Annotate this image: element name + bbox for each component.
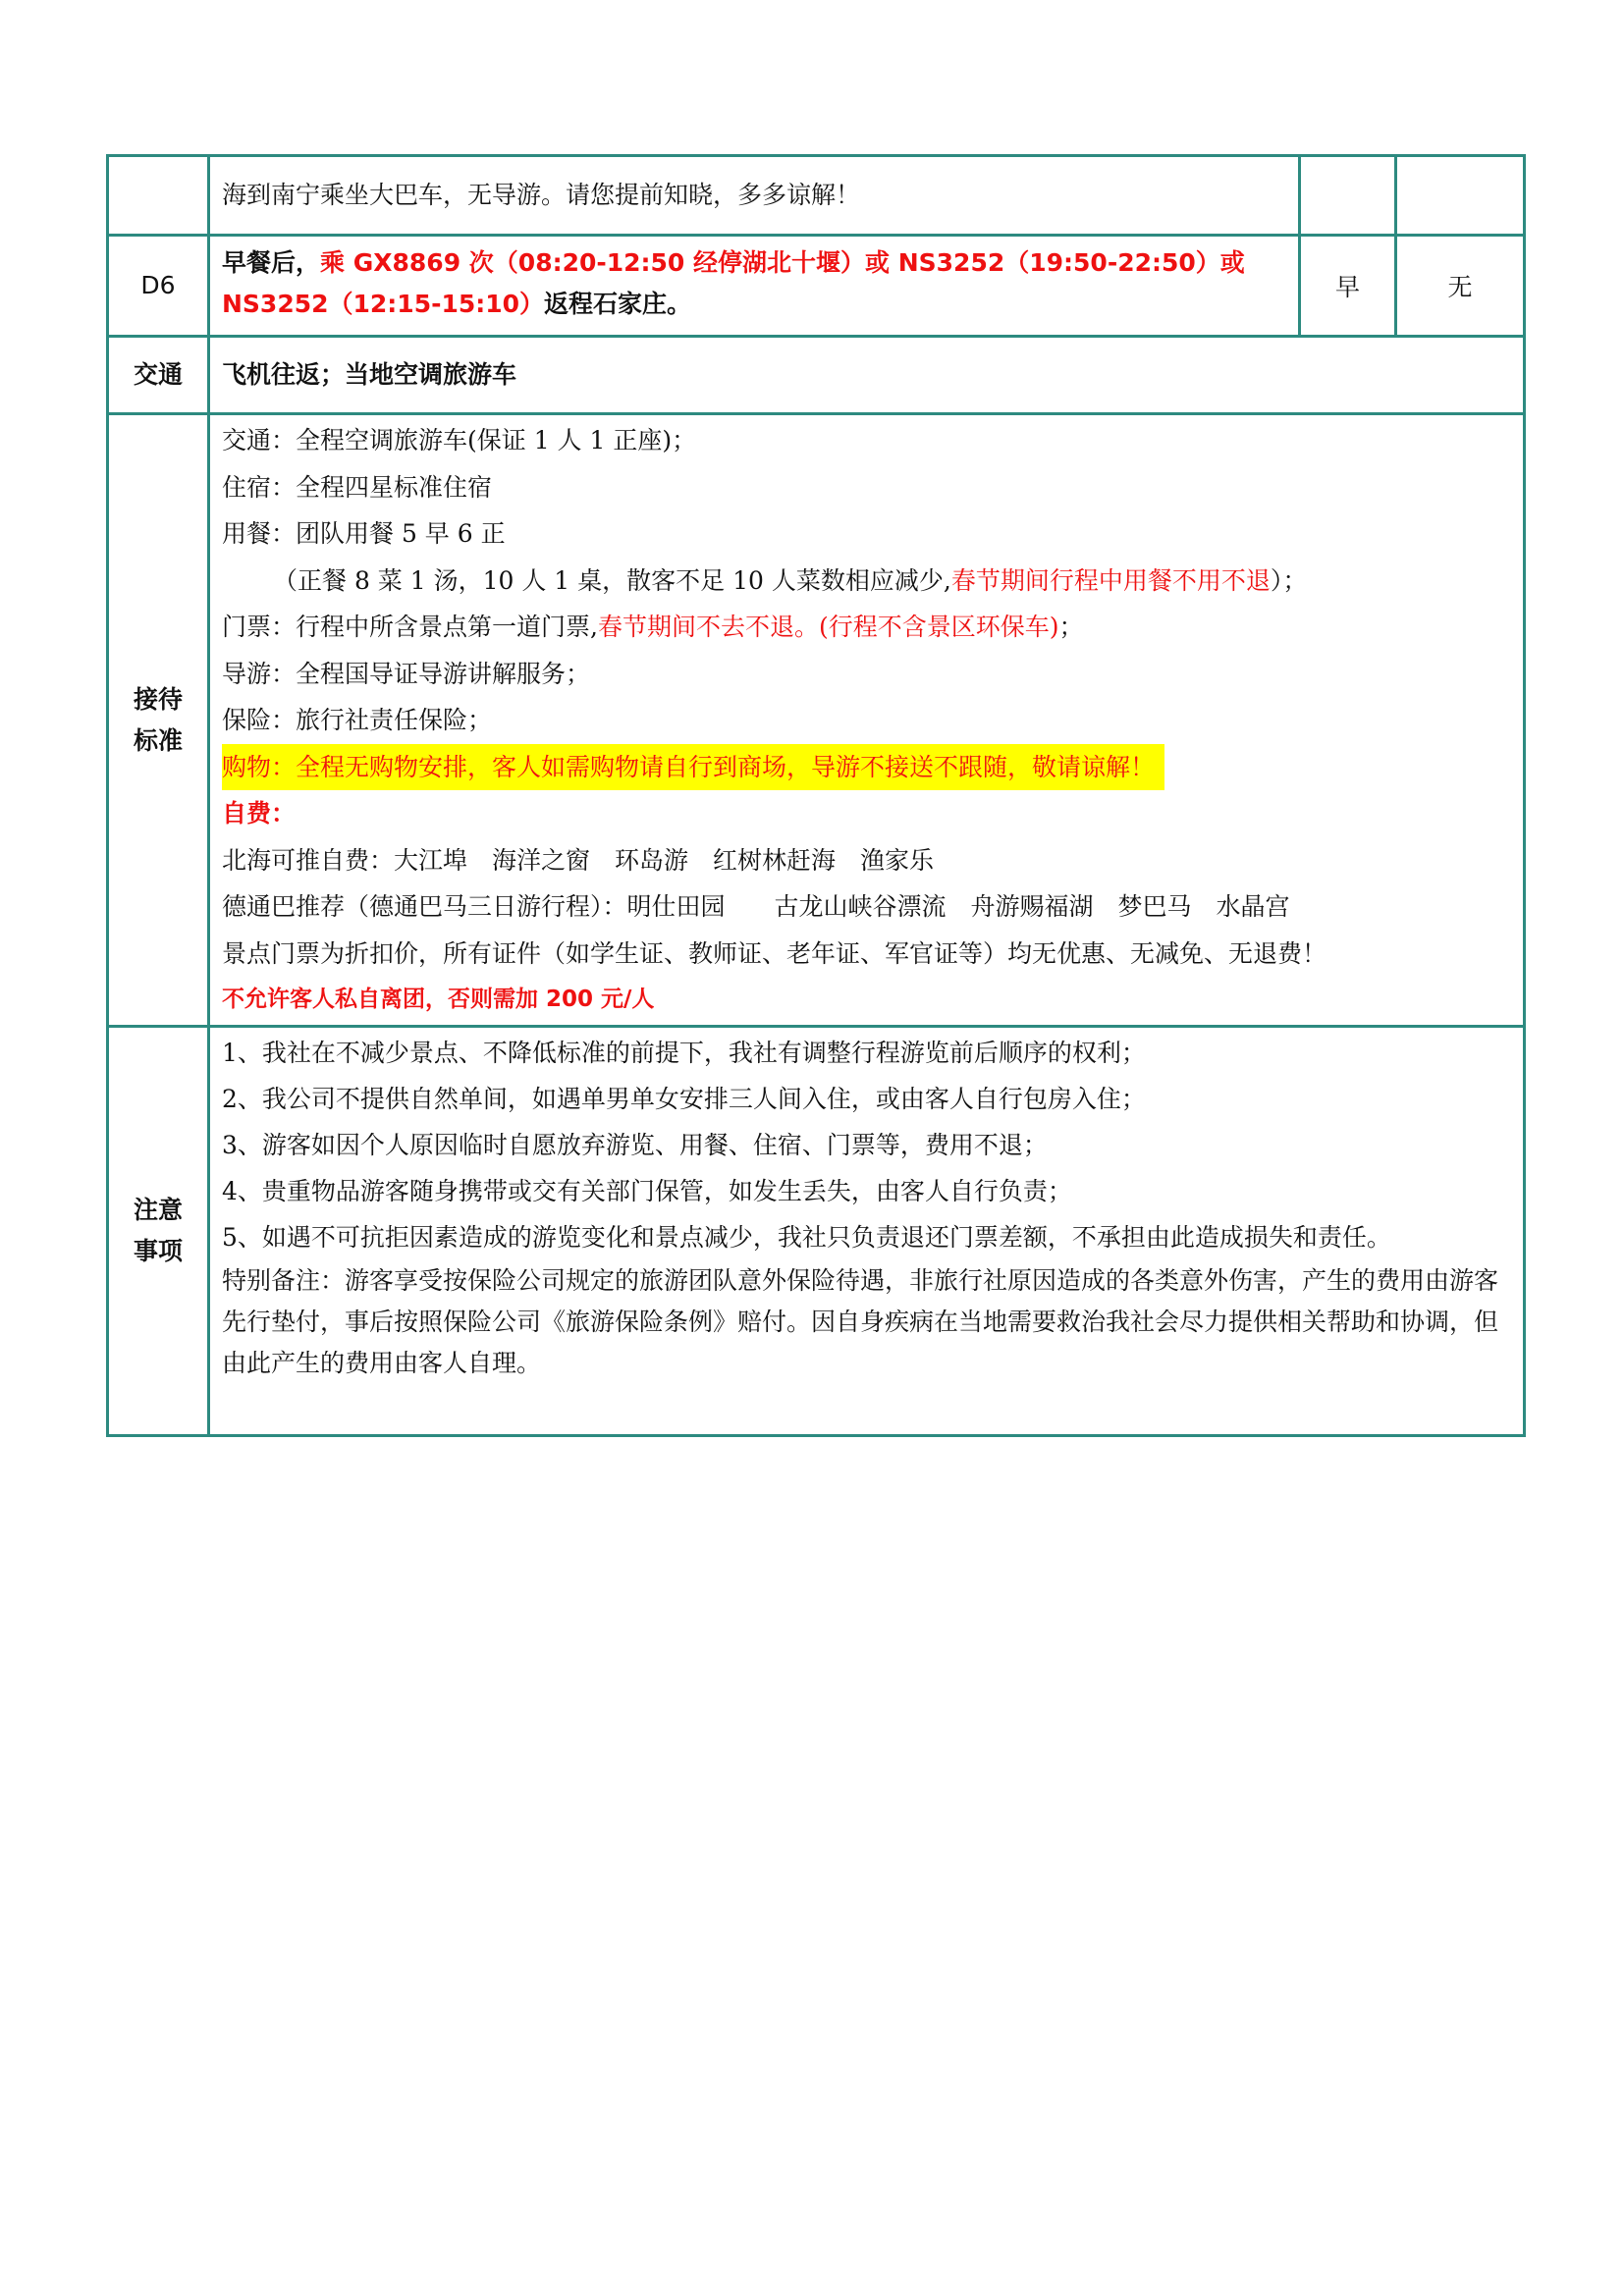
row-notes xyxy=(109,1025,1523,1434)
d6-content xyxy=(210,237,1298,335)
reception-tickets: 门票：行程中所含景点第一道门票,春节期间不去不退。(行程不含景区环保车)； xyxy=(222,613,1084,641)
reception-ticket-discount: 景点门票为折扣价，所有证件（如学生证、教师证、老年证、军官证等）均无优惠、无减免、无退费！ xyxy=(222,938,1327,968)
reception-beihai-optional: 北海可推自费：大江埠 海洋之窗 环岛游 红树林赶海 渔家乐 xyxy=(222,845,935,875)
row-label-d6: D6 xyxy=(109,237,210,335)
transport-text: 飞机往返；当地空调旅游车 xyxy=(222,360,517,389)
d6-prefix: 早餐后， xyxy=(222,248,321,277)
note-special: 特别备注：游客享受按保险公司规定的旅游团队意外保险待遇，非旅行社原因造成的各类意外伤害，产生的费用由游客先行垫付，事后按照保险公司《旅游保险条例》赔付。因自身疾病在当地需要救治我社会尽力提供相关帮助和协调，但由此产生的费用由客人自理。 xyxy=(222,1266,1499,1377)
notes-content xyxy=(210,1028,1523,1434)
reception-guide: 导游：全程国导证导游讲解服务； xyxy=(222,659,591,688)
d6-breakfast: 早 xyxy=(1298,237,1394,335)
row-label-transport: 交通 xyxy=(109,338,210,412)
d5-continued-text: 海到南宁乘坐大巴车，无导游。请您提前知晓，多多谅解！ xyxy=(222,181,861,209)
d6-train-info-2: NS3252（12:15-15:10） xyxy=(222,290,545,318)
reception-hotel: 住宿：全程四星标准住宿 xyxy=(222,472,493,502)
reception-insurance: 保险：旅行社责任保险； xyxy=(222,706,493,734)
row-reception xyxy=(109,412,1523,1025)
reception-transport: 交通：全程空调旅游车(保证 1 人 1 正座)； xyxy=(222,426,697,454)
d6-train-info-1: 乘 GX8869 次（08:20-12:50 经停湖北十堰）或 NS3252（19:50-22:50）或 xyxy=(320,248,1245,277)
itinerary-table xyxy=(106,154,1526,1437)
notes-label-line1: 注意 xyxy=(133,1196,183,1224)
shopping-highlight: 购物：全程无购物安排，客人如需购物请自行到商场，导游不接送不跟随，敬请谅解！ xyxy=(222,744,1164,791)
note-3: 3、游客如因个人原因临时自愿放弃游览、用餐、住宿、门票等，费用不退； xyxy=(222,1131,1048,1159)
reception-detongba-optional: 德通巴推荐（德通巴马三日游行程）：明仕田园 古龙山峡谷漂流 舟游赐福湖 梦巴马 水晶宫 xyxy=(222,892,1290,921)
reception-shopping xyxy=(222,744,1511,791)
row-transport xyxy=(109,335,1523,412)
note-1: 1、我社在不减少景点、不降低标准的前提下，我社有调整行程游览前后顺序的权利； xyxy=(222,1039,1146,1067)
reception-meals-detail: （正餐 8 菜 1 汤，10 人 1 桌，散客不足 10 人菜数相应减少,春节期间行程中用餐不用不退）； xyxy=(273,565,1308,595)
note-4: 4、贵重物品游客随身携带或交有关部门保管，如发生丢失，由客人自行负责； xyxy=(222,1177,1072,1205)
row-d5-text xyxy=(210,157,1298,234)
reception-content xyxy=(210,415,1523,1025)
d6-suffix: 返程石家庄。 xyxy=(544,290,692,318)
row-d6 xyxy=(109,234,1523,335)
d6-dinner: 无 xyxy=(1394,237,1523,335)
row-label-reception xyxy=(109,415,210,1025)
reception-meals: 用餐：团队用餐 5 早 6 正 xyxy=(222,519,506,548)
row-label-notes xyxy=(109,1028,210,1434)
meal-cell-empty-2 xyxy=(1394,157,1523,234)
note-5: 5、如遇不可抗拒因素造成的游览变化和景点减少，我社只负责退还门票差额，不承担由此造成损失和责任。 xyxy=(222,1223,1391,1252)
reception-optional-title: 自费： xyxy=(222,799,297,828)
transport-content xyxy=(210,338,1523,412)
row-d5-continued xyxy=(109,157,1523,234)
reception-label-line1: 接待 xyxy=(133,684,183,714)
note-2: 2、我公司不提供自然单间，如遇单男单女安排三人间入住，或由客人自行包房入住； xyxy=(222,1085,1146,1113)
row-label-empty xyxy=(109,157,210,234)
notes-label-line2: 事项 xyxy=(133,1237,183,1265)
reception-no-leaving: 不允许客人私自离团，否则需加 200 元/人 xyxy=(222,987,655,1012)
meal-cell-empty-1 xyxy=(1298,157,1394,234)
reception-label-line2: 标准 xyxy=(133,725,183,755)
